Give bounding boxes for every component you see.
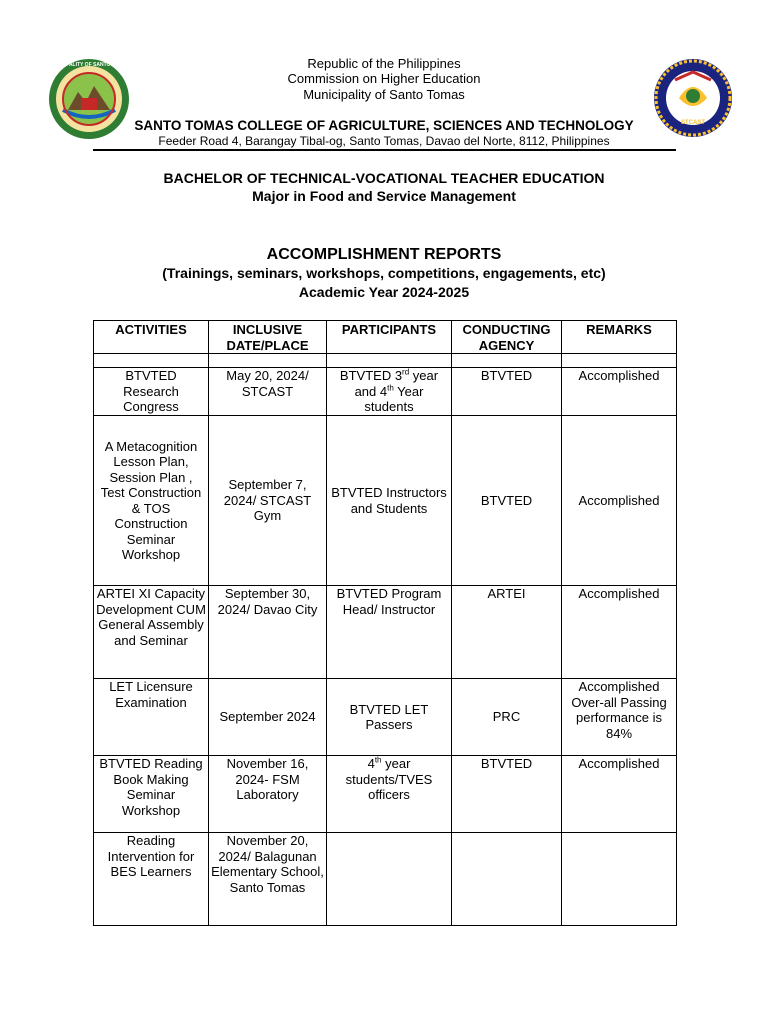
- header-rule: [93, 149, 676, 151]
- report-subtitle: (Trainings, seminars, workshops, competitions, engagements, etc): [162, 265, 606, 281]
- activity-cell: LET Licensure Examination: [94, 679, 209, 756]
- activity-cell: ARTEI XI Capacity Development CUM General Assembly and Seminar: [94, 586, 209, 679]
- col-header-agency: CONDUCTING AGENCY: [452, 321, 562, 354]
- table-cell: [209, 354, 327, 368]
- report-year: Academic Year 2024-2025: [298, 284, 470, 300]
- participants-text: year students/TVES officers: [345, 756, 433, 802]
- remarks-cell: Accomplished: [562, 368, 677, 416]
- participants-cell: BTVTED LET Passers: [327, 679, 452, 756]
- college-seal-text: STCAST: [681, 120, 705, 126]
- date-cell: November 20, 2024/ Balagunan Elementary School, Santo Tomas: [209, 833, 327, 926]
- date-cell: September 30, 2024/ Davao City: [209, 586, 327, 679]
- college-name: SANTO TOMAS COLLEGE OF AGRICULTURE, SCIENCES AND TECHNOLOGY: [134, 118, 634, 133]
- col-header-date-place: INCLUSIVE DATE/PLACE: [209, 321, 327, 354]
- remarks-cell: Accomplished: [562, 756, 677, 833]
- superscript: th: [387, 383, 394, 393]
- remarks-cell: Accomplished: [562, 586, 677, 679]
- participants-text: Year students: [364, 383, 424, 414]
- participants-cell: [327, 756, 452, 833]
- date-cell: September 2024: [209, 679, 327, 756]
- agency-cell: BTVTED: [452, 756, 562, 833]
- activity-cell: Reading Intervention for BES Learners: [94, 833, 209, 926]
- col-header-participants: PARTICIPANTS: [327, 321, 452, 354]
- remarks-cell: Accomplished: [562, 416, 677, 586]
- table-header-row: [94, 321, 677, 354]
- participants-cell: [327, 368, 452, 416]
- col-header-remarks: REMARKS: [562, 321, 677, 354]
- table-row: [94, 368, 677, 416]
- agency-cell: PRC: [452, 679, 562, 756]
- table-cell: [452, 354, 562, 368]
- table-row: [94, 586, 677, 679]
- col-header-activities: ACTIVITIES: [94, 321, 209, 354]
- header-commission: Commission on Higher Education: [287, 71, 481, 86]
- college-address: Feeder Road 4, Barangay Tibal-og, Santo Tomas, Davao del Norte, 8112, Philippines: [158, 134, 610, 148]
- table-cell: [327, 354, 452, 368]
- activity-cell: A Metacognition Lesson Plan, Session Plan , Test Construction & TOS Construction Seminar Workshop: [94, 416, 209, 586]
- table-row: [94, 833, 677, 926]
- table-row: [94, 756, 677, 833]
- superscript: rd: [402, 367, 410, 377]
- participants-text: year and 4: [354, 368, 439, 399]
- header-municipality: Municipality of Santo Tomas: [303, 87, 465, 102]
- superscript: th: [374, 755, 382, 765]
- program-major: Major in Food and Service Management: [252, 188, 516, 204]
- table-row: [94, 679, 677, 756]
- report-title: ACCOMPLISHMENT REPORTS: [266, 246, 502, 263]
- participants-text: BTVTED 3: [339, 368, 403, 383]
- date-cell: November 16, 2024- FSM Laboratory: [209, 756, 327, 833]
- remarks-cell: Accomplished Over-all Passing performance is 84%: [562, 679, 677, 756]
- participants-cell: [327, 833, 452, 926]
- date-cell: September 7, 2024/ STCAST Gym: [209, 416, 327, 586]
- agency-cell: BTVTED: [452, 368, 562, 416]
- activity-cell: BTVTED Reading Book Making Seminar Workshop: [94, 756, 209, 833]
- participants-text: 4: [367, 756, 375, 771]
- participants-cell: BTVTED Program Head/ Instructor: [327, 586, 452, 679]
- agency-cell: [452, 833, 562, 926]
- table-row: [94, 416, 677, 586]
- header-republic: Republic of the Philippines: [307, 56, 461, 71]
- accomplishment-table: [93, 320, 677, 926]
- table-cell: [562, 354, 677, 368]
- agency-cell: ARTEI: [452, 586, 562, 679]
- table-row-empty: [94, 354, 677, 368]
- table-cell: [94, 354, 209, 368]
- remarks-cell: [562, 833, 677, 926]
- municipality-seal-text: MUNICIPALITY OF SANTO TOMAS: [48, 62, 130, 68]
- program-title: BACHELOR OF TECHNICAL-VOCATIONAL TEACHER EDUCATION: [163, 170, 605, 186]
- date-cell: May 20, 2024/ STCAST: [209, 368, 327, 416]
- participants-cell: BTVTED Instructors and Students: [327, 416, 452, 586]
- activity-cell: BTVTED Research Congress: [94, 368, 209, 416]
- agency-cell: BTVTED: [452, 416, 562, 586]
